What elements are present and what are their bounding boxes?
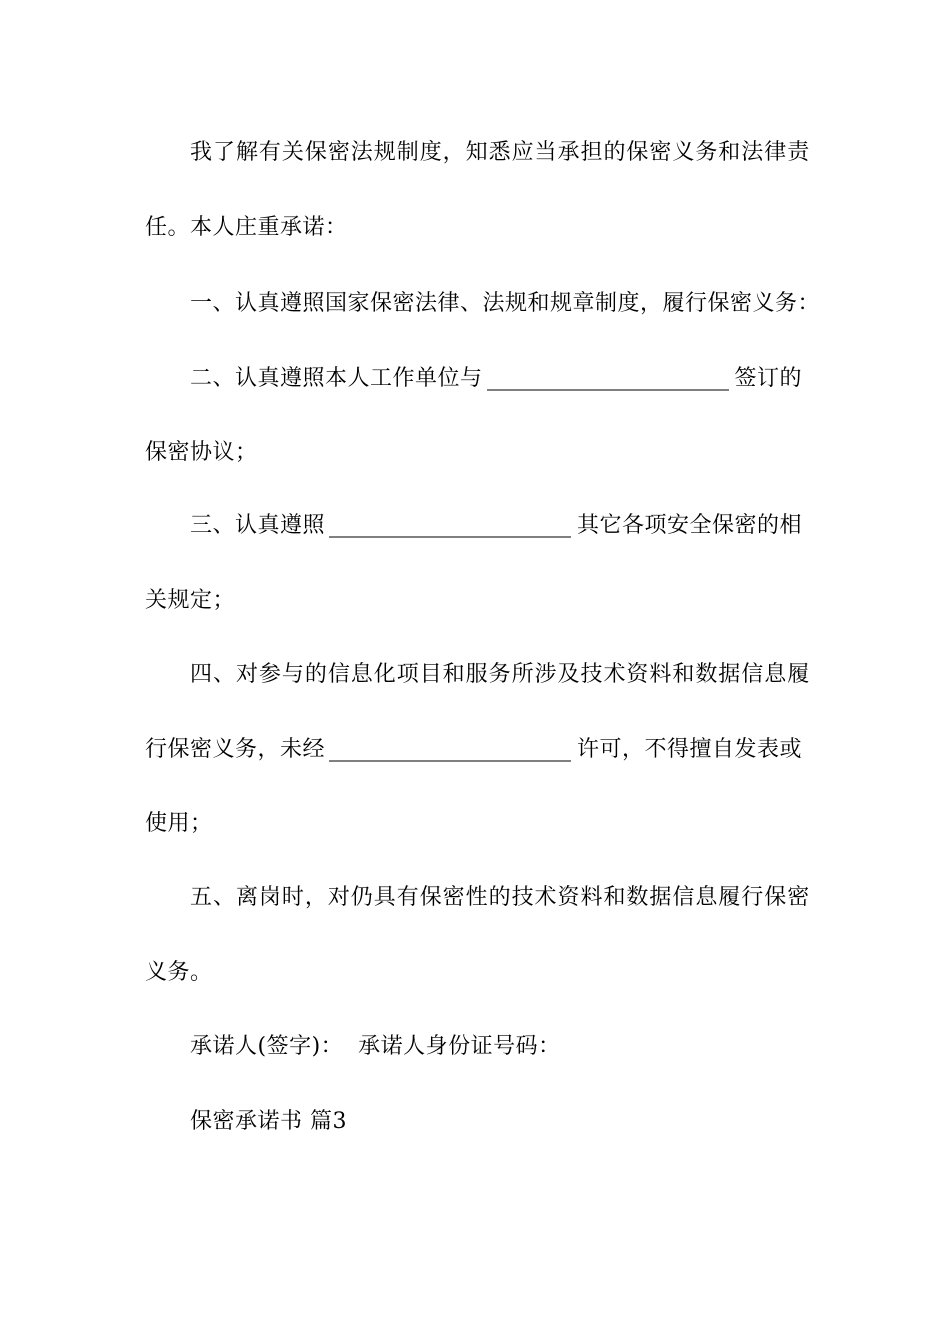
intro-paragraph-line-1: 我 了 解 有 关 保 密 法 规 制 度 ， 知 悉 应 当 承 担 的 保 密 义 务 和 法 律 责: [190, 140, 810, 165]
clause-4-line-1: 四 、 对 参 与 的 信 息 化 项 目 和 服 务 所 涉 及 技 术 资 料 和 数 据 信 息 履: [190, 662, 810, 687]
clause-3-line-1: [190, 511, 810, 541]
blank-employer-field[interactable]: [487, 364, 729, 394]
clause-4-text-start: 行保密义务，未经: [145, 737, 326, 762]
intro-paragraph-line-2: 任。本人庄重承诺：: [145, 215, 348, 240]
clause-3-text-end: 其它各项安全保密的相: [577, 513, 803, 538]
clause-5-line-1: 五 、 离 岗 时 ， 对 仍 具 有 保 密 性 的 技 术 资 料 和 数 据 信 息 履 行 保 密: [190, 885, 810, 910]
clause-5-line-2: 义务。: [145, 960, 213, 985]
signature-line: 承诺人(签字)： 承诺人身份证号码：: [190, 1034, 561, 1059]
clause-4-text-end: 许可，不得擅自发表或: [577, 737, 803, 762]
clause-4-line-2: [145, 735, 810, 765]
blank-permission-field[interactable]: [329, 735, 571, 765]
next-section-title: 保密承诺书 篇3: [190, 1109, 347, 1134]
clause-2-line-2: 保密协议；: [145, 440, 258, 465]
clause-2-text-end: 签订的: [734, 366, 803, 391]
blank-regulation-field[interactable]: [329, 511, 571, 541]
clause-2-line-1: [190, 364, 810, 394]
clause-3-text-start: 三、认真遵照: [190, 513, 326, 538]
clause-3-line-2: 关规定；: [145, 588, 236, 613]
clause-1: 一、认真遵照国家保密法律、法规和规章制度，履行保密义务：: [190, 291, 821, 316]
clause-2-text-start: 二、认真遵照本人工作单位与: [190, 366, 483, 391]
clause-4-line-3: 使用；: [145, 811, 213, 836]
